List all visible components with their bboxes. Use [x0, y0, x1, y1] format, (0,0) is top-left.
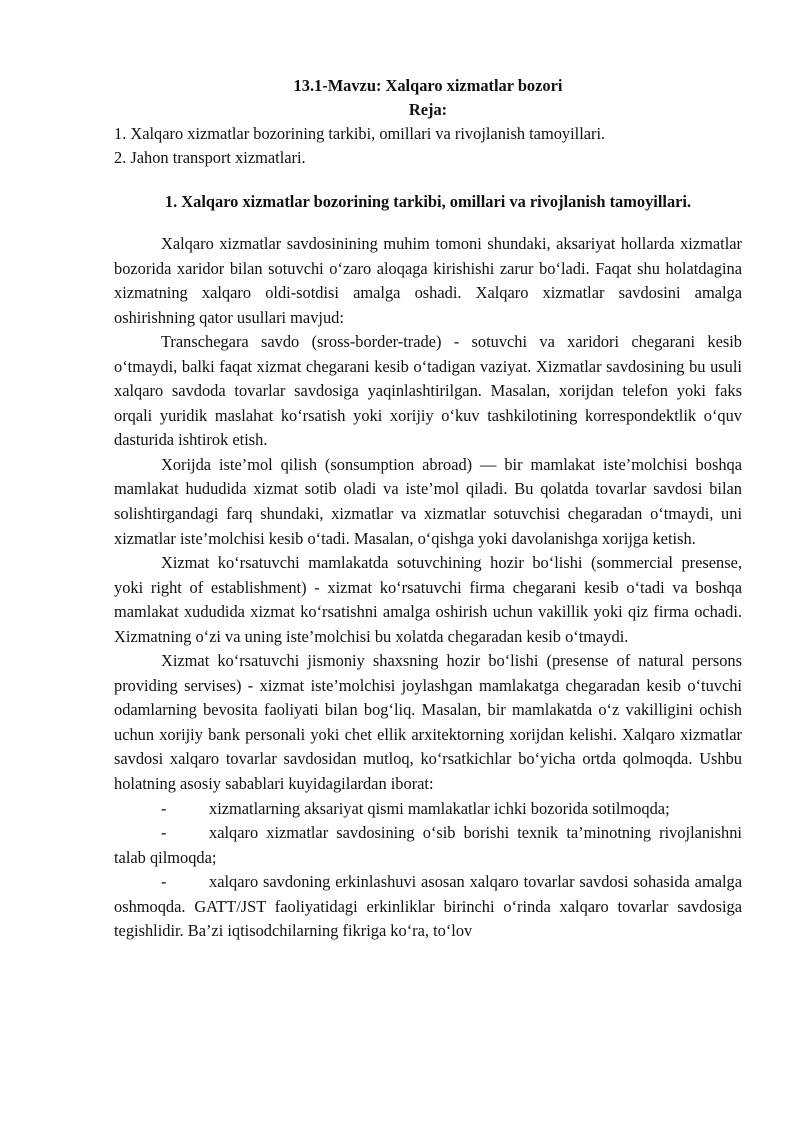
paragraph: Xizmat ko‘rsatuvchi jismoniy shaxsning hozir bo‘lishi (presense of natural persons providing servises) - xizmat iste’molchisi joylashgan mamlakatga chegaradan kesib o‘tuvchi odamlarning bevosita faoliyati bilan bog‘liq. Masalan, bir mamlakatda o‘z vakilligini ochish uchun xorijiy bank personali yoki chet ellik arxitektorning xorijdan kelishi. Xalqaro xizmatlar savdosi xalqaro tovarlar savdosidan mutloq, ko‘rsatkichlar bo‘yicha ortda qolmoqda. Ushbu holatning asosiy sabablari kuyidagilardan iborat:	[114, 651, 742, 794]
paragraph: Xalqaro xizmatlar savdosinining muhim tomoni shundaki, aksariyat hollarda xizmatlar bozorida xaridor bilan sotuvchi o‘zaro aloqaga kirishishi zarur bo‘ladi. Faqat shu holatdagina xizmatning xalqaro oldi-sotdisi amalga oshadi. Xalqaro xizmatlar savdosini amalga oshirishning qator usullari mavjud:	[114, 234, 742, 327]
bullet-text: xizmatlarning aksariyat qismi mamlakatlar ichki bozorida sotilmoqda;	[209, 798, 670, 818]
plan-item: 1. Xalqaro xizmatlar bozorining tarkibi, omillari va rivojlanish tamoyillari.	[114, 124, 606, 143]
bullet-marker: -	[161, 823, 167, 843]
bullet-marker: -	[161, 872, 167, 892]
paragraph: Xizmat ko‘rsatuvchi mamlakatda sotuvchining hozir bo‘lishi (sommercial presense, yoki right of establishment) - xizmat ko‘rsatuvchi firma chegarani kesib o‘tadi va boshqa mamlakat xududida xizmat ko‘rsatishni amalga oshirish uchun vakillik yoki qiz firma ochadi. Xizmatning o‘zi va uning iste’molchisi bu xolatda chegaradan kesib o‘tmaydi.	[114, 553, 742, 646]
plan-item: 2. Jahon transport xizmatlari.	[114, 148, 306, 167]
paragraph: Transchegara savdo (sross-border-trade) - sotuvchi va xaridori chegarani kesib o‘tmaydi, balki faqat xizmat chegarani kesib o‘tadigan vaziyat. Xizmatlar savdosining bu usuli xalqaro savdoda tovarlar savdosiga yaqinlashtirilgan. Masalan, xorijdan telefon yoki faks orqali yuridik maslahat ko‘rsatish yoki xorijiy o‘kuv tashkilotining korrespondektlik o‘quv dasturida ishtirok etish.	[114, 332, 742, 450]
plan-heading: Reja:	[408, 100, 448, 119]
bullet-text: xalqaro savdoning erkinlashuvi asosan xalqaro tovarlar savdosi sohasida amalga oshmoqda. GATT/JST faoliyatidagi erkinliklar birinchi o‘rinda xalqaro tovarlar savdosiga tegishlidir. Ba’zi iqtisodchilarning fikriga ko‘ra, to‘lov	[114, 872, 742, 941]
bullet-item	[114, 797, 742, 822]
bullet-item	[114, 821, 742, 870]
bullet-item	[114, 870, 742, 944]
body-text	[114, 232, 742, 944]
document-title: 13.1-Mavzu: Xalqaro xizmatlar bozori	[293, 76, 563, 95]
bullet-marker: -	[161, 798, 167, 818]
bullet-text: xalqaro xizmatlar savdosining o‘sib borishi texnik ta’minotning rivojlanishni talab qilmoqda;	[114, 823, 742, 867]
paragraph: Xorijda iste’mol qilish (sonsumption abroad) — bir mamlakat iste’molchisi boshqa mamlakat hududida xizmat sotib oladi va iste’mol qiladi. Bu qolatda tovarlar savdosi bilan solishtirgandagi farq shundaki, xizmatlar va xizmatlar sotuvchisi chegaradan o‘tmaydi, uni xizmatlar iste’molchisi kesib o‘tadi. Masalan, o‘qishga yoki davolanishga xorijga ketish.	[114, 454, 742, 548]
plan-list	[114, 122, 754, 170]
section-heading: 1. Xalqaro xizmatlar bozorining tarkibi, omillari va rivojlanish tamoyillari.	[164, 192, 692, 211]
